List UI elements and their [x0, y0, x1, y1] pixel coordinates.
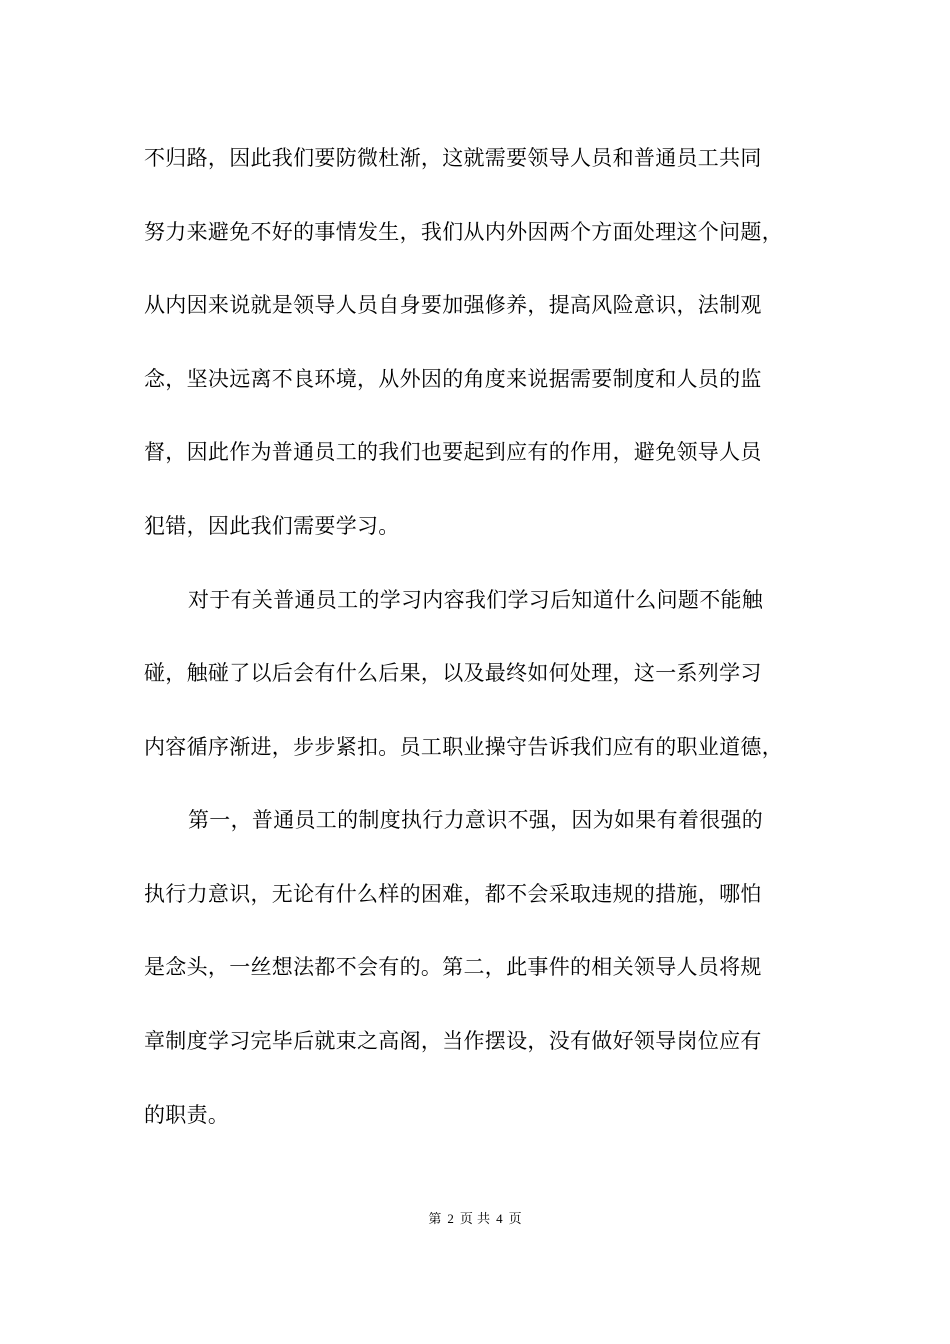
body-text-line: 的职责。 — [144, 1103, 230, 1127]
page-footer — [0, 1210, 950, 1229]
body-text-line: 犯错，因此我们需要学习。 — [144, 514, 400, 538]
footer-middle: 页 共 — [459, 1212, 491, 1227]
body-text-line: 从内因来说就是领导人员自身要加强修养，提高风险意识，法制观 — [144, 293, 762, 317]
total-pages-number: 4 — [496, 1211, 503, 1226]
body-text-line: 对于有关普通员工的学习内容我们学习后知道什么问题不能触 — [188, 588, 764, 612]
body-text-line: 努力来避免不好的事情发生，我们从内外因两个方面处理这个问题， — [144, 220, 783, 244]
body-text-line: 内容循序渐进，步步紧扣。员工职业操守告诉我们应有的职业道德， — [144, 735, 783, 759]
current-page-number: 2 — [447, 1211, 454, 1226]
body-text-line: 碰，触碰了以后会有什么后果，以及最终如何处理，这一系列学习 — [144, 661, 762, 685]
footer-suffix: 页 — [508, 1212, 522, 1227]
body-text-line: 章制度学习完毕后就束之高阁，当作摆设，没有做好领导岗位应有 — [144, 1029, 762, 1053]
body-text-line: 念，坚决远离不良环境，从外因的角度来说据需要制度和人员的监 — [144, 367, 762, 391]
body-text-line: 督，因此作为普通员工的我们也要起到应有的作用，避免领导人员 — [144, 440, 762, 464]
body-text-line: 不归路，因此我们要防微杜渐，这就需要领导人员和普通员工共同 — [144, 146, 762, 170]
body-text-line: 是念头，一丝想法都不会有的。第二，此事件的相关领导人员将规 — [144, 955, 762, 979]
body-text-line: 第一，普通员工的制度执行力意识不强，因为如果有着很强的 — [188, 808, 764, 832]
footer-prefix: 第 — [428, 1212, 442, 1227]
body-text-line: 执行力意识，无论有什么样的困难，都不会采取违规的措施，哪怕 — [144, 882, 762, 906]
